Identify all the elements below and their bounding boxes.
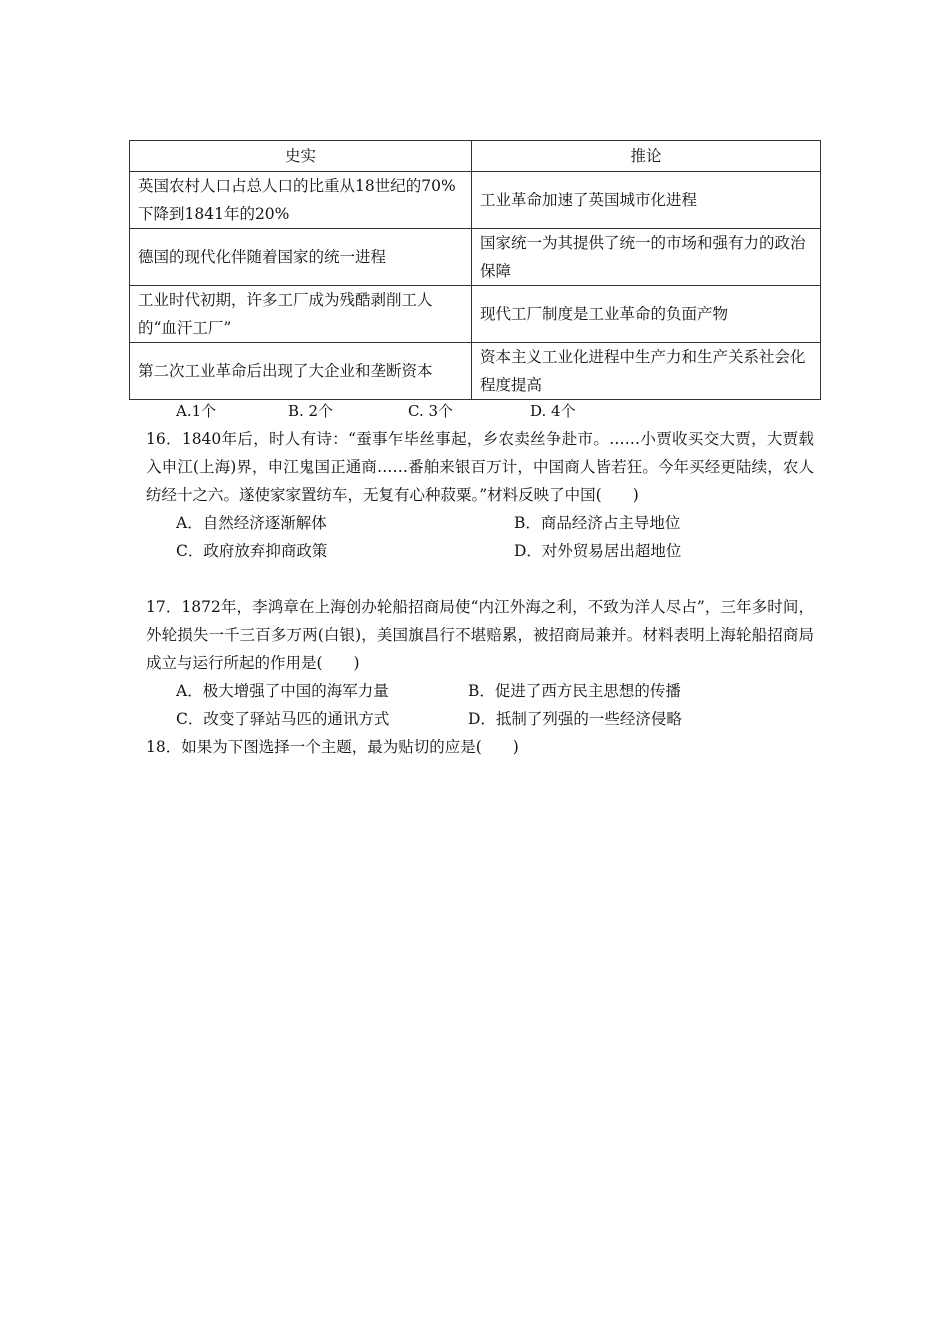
option-c: C．改变了驿站马匹的通讯方式 <box>176 710 390 728</box>
question-16 <box>146 425 814 565</box>
question-17 <box>146 593 814 733</box>
options-row <box>146 537 814 565</box>
inference-cell: 现代工厂制度是工业革命的负面产物 <box>472 286 821 343</box>
q15-options <box>176 400 576 422</box>
header-fact: 史实 <box>130 141 472 172</box>
header-inference: 推论 <box>472 141 821 172</box>
inference-cell: 资本主义工业化进程中生产力和生产关系社会化程度提高 <box>472 343 821 400</box>
inference-cell: 工业革命加速了英国城市化进程 <box>472 172 821 229</box>
option-a: A.1个 <box>176 402 217 420</box>
fact-cell: 英国农村人口占总人口的比重从18世纪的70%下降到1841年的20% <box>130 172 472 229</box>
fact-cell: 德国的现代化伴随着国家的统一进程 <box>130 229 472 286</box>
question-18 <box>146 733 814 761</box>
table-row <box>130 172 821 229</box>
table-header-row <box>130 141 821 172</box>
option-b: B. 2个 <box>288 402 334 420</box>
table-row <box>130 343 821 400</box>
options-row <box>146 705 814 733</box>
option-c: C．政府放弃抑商政策 <box>176 542 328 560</box>
option-d: D. 4个 <box>530 402 576 420</box>
facts-inference-table <box>129 140 821 400</box>
option-b: B．促进了西方民主思想的传播 <box>468 682 681 700</box>
option-c: C. 3个 <box>408 402 454 420</box>
option-d: D．抵制了列强的一些经济侵略 <box>468 710 682 728</box>
options-row <box>146 677 814 705</box>
table-row <box>130 286 821 343</box>
options-row <box>146 509 814 537</box>
option-a: A．极大增强了中国的海军力量 <box>176 682 389 700</box>
question-stem: 18．如果为下图选择一个主题，最为贴切的应是( ) <box>146 738 519 756</box>
question-stem: 17．1872年，李鸿章在上海创办轮船招商局使“内江外海之利，不致为洋人尽占”，三年多时间，外轮损失一千三百多万两(白银)，美国旗昌行不堪赔累，被招商局兼并。材料表明上海轮船招商局成立与运行所起的作用是( ) <box>146 598 814 672</box>
option-d: D．对外贸易居出超地位 <box>514 542 682 560</box>
fact-cell: 工业时代初期，许多工厂成为残酷剥削工人的“血汗工厂” <box>130 286 472 343</box>
inference-cell: 国家统一为其提供了统一的市场和强有力的政治保障 <box>472 229 821 286</box>
option-b: B．商品经济占主导地位 <box>514 514 681 532</box>
option-a: A．自然经济逐渐解体 <box>176 514 327 532</box>
table-row <box>130 229 821 286</box>
fact-cell: 第二次工业革命后出现了大企业和垄断资本 <box>130 343 472 400</box>
question-stem: 16．1840年后，时人有诗：“蚕事乍毕丝事起，乡农卖丝争赴市。……小贾收买交大贾，大贾载入申江(上海)界，申江鬼国正通商……番舶来银百万计，中国商人皆若狂。今年买经更陆续，农人纺经十之六。遂使家家置纺车，无复有心种菽粟。”材料反映了中国( ) <box>146 430 814 504</box>
